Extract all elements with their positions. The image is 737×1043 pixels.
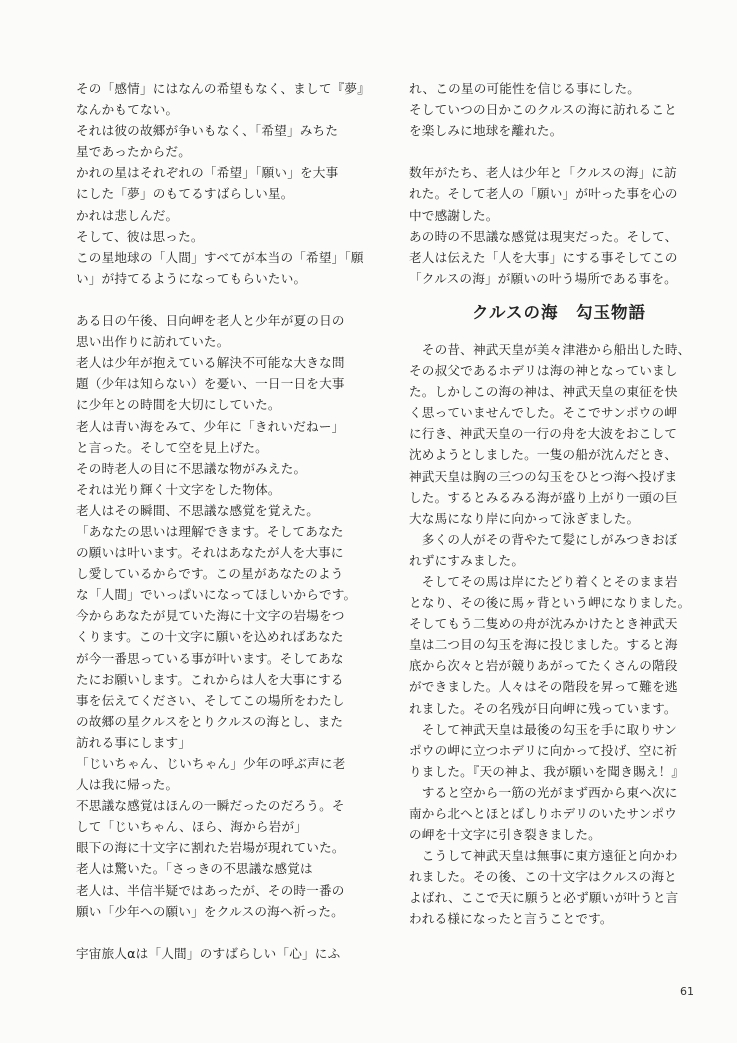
text-line: あの時の不思議な感覚は現実だった。そして、 [409,228,678,244]
text-line: と言った。そして空を見上げた。 [76,439,268,455]
text-line: 事を伝えてください、そしてこの場所をわたし [76,692,345,708]
text-line: この星地球の「人間」すべてが本当の「希望」「願 [76,249,364,265]
text-line: すると空から一筋の光がまず西から東へ次に [409,784,678,800]
text-line: 訪れる事にします」 [76,734,192,750]
text-line: 老人は、半信半疑ではあったが、その時一番の [76,882,345,898]
text-line: その昔、神武天皇が美々津港から船出した時、 [409,341,691,357]
text-line: ポウの岬に立つホデリに向かって投げ、空に祈 [409,742,678,758]
text-line: そしてもう二隻めの舟が沈みかけたとき神武天 [409,616,678,632]
text-line: 星であったからだ。 [76,144,192,160]
text-line: の岬を十文字に引き裂きました。 [409,827,601,843]
text-line: れました。その名残が日向岬に残っています。 [409,700,677,716]
text-line: 老人は青い海をみて、少年に「きれいだねー」 [76,418,345,434]
text-line: にした「夢」のもてるすばらしい星。 [76,186,294,202]
text-line: に少年との時間を大切にしていた。 [76,397,281,413]
paragraph-gap [409,141,709,162]
text-line: かれの星はそれぞれの「希望」「願い」を大事 [76,165,339,181]
text-line: した。するとみるみる海が盛り上がり一頭の巨 [409,489,678,505]
text-line: 中で感謝した。 [409,207,499,223]
text-line: 「あなたの思いは理解できます。そしてあなた [76,523,344,539]
text-line: 不思議な感覚はほんの一瞬だったのだろう。そ [76,798,345,814]
right-column-legend [409,339,709,930]
text-line: 宇宙旅人αは「人間」のすばらしい「心」にふ [76,945,341,961]
text-line: な「人間」でいっぱいになってほしいからです。 [76,587,357,603]
text-line: 大な馬になり岸に向かって泳ぎました。 [409,510,640,526]
text-line: そしてその馬は岸にたどり着くとそのまま岩 [409,573,678,589]
text-line: が今一番思っている事が叶います。そしてあな [76,650,344,666]
right-column [409,78,709,930]
text-line: 沈めようとしました。一隻の船が沈んだとき、 [409,447,678,463]
text-line: た。しかしこの海の神は、神武天皇の東征を快 [409,384,678,400]
text-line: 老人は驚いた。「さっきの不思議な感覚は [76,861,313,877]
text-line: の願いは叶います。それはあなたが人を大事に [76,545,344,561]
text-line: となり、その後に馬ヶ背という岬になりました。 [409,595,691,611]
text-line: を楽しみに地球を離れた。 [409,123,563,139]
text-line: 人は我に帰った。 [76,777,179,793]
text-line: その時老人の目に不思議な物がみえた。 [76,460,307,476]
text-line: 南から北へとほとばしりホデリのいたサンポウ [409,806,678,821]
text-line: 老人は伝えた「人を大事」にする事そしてこの [409,249,678,265]
text-line: その「感情」にはなんの希望もなく、まして『夢』 [76,81,371,96]
text-line: に行き、神武天皇の一行の舟を大波をおこして [409,426,678,442]
text-line: れました。その後、この十文字はクルスの海と [409,869,677,885]
text-line: なんかもてない。 [76,102,179,118]
text-line: 皇は二つ目の勾玉を海に投じました。すると海 [409,637,678,653]
left-column [76,78,376,964]
page-number: 61 [680,985,694,998]
section-title: クルスの海 勾玉物語 [471,302,646,322]
text-line: れた。そして老人の「願い」が叶った事を心の [409,186,678,202]
text-line: そしていつの日かこのクルスの海に訪れること [409,102,677,118]
text-line: こうして神武天皇は無事に東方遠征と向かわ [409,848,678,864]
text-line: 「じいちゃん、じいちゃん」少年の呼ぶ声に老 [76,756,346,771]
text-line: 願い「少年への願い」をクルスの海へ祈った。 [76,903,344,919]
text-line: 数年がたち、老人は少年と「クルスの海」に訪 [409,165,677,181]
text-line: れ、この星の可能性を信じる事にした。 [409,81,641,96]
text-line: 「クルスの海」が願いの叶う場所である事を。 [409,270,677,286]
text-line: 今からあなたが見ていた海に十文字の岩場をつ [76,608,345,624]
text-line: 底から次々と岩が競りあがってたくさんの階段 [409,658,678,674]
text-line: ある日の午後、日向岬を老人と少年が夏の日の [76,313,345,329]
text-line: 題（少年は知らない）を憂い、一日一日を大事 [76,376,345,392]
text-line: 神武天皇は胸の三つの勾玉をひとつ海へ投げま [409,468,678,484]
text-line: 老人はその瞬間、不思議な感覚を覚えた。 [76,502,320,518]
text-line: 思い出作りに訪れていた。 [76,334,230,350]
text-line: ができました。人々はその階段を昇って難を逃 [409,679,678,695]
text-line: われる様になったと言うことです。 [409,911,613,927]
text-line: そして、彼は思った。 [76,228,204,244]
text-line: それは光り輝く十文字をした物体。 [76,481,281,497]
text-line: の故郷の星クルスをとりクルスの海とし、また [76,713,344,729]
paragraph-gap [76,922,376,943]
text-line: 多くの人がその背やたて髪にしがみつきおぼ [409,531,678,547]
text-line: 老人は少年が抱えている解決不可能な大きな問 [76,355,345,371]
text-line: その叔父であるホデリは海の神となっていまし [409,363,678,379]
text-line: よばれ、ここで天に願うと必ず願いが叶うと言 [409,890,679,906]
text-line: し愛しているからです。この星があなたのよう [76,566,344,582]
paragraph-gap [76,289,376,310]
text-line: りました。『天の神よ、我が願いを聞き賜え！』 [409,763,685,779]
text-line: 眼下の海に十文字に割れた岩場が現れていた。 [76,840,345,856]
text-line: くります。この十文字に願いを込めればあなた [76,629,344,645]
text-line: して「じいちゃん、ほら、海から岩が」 [76,819,308,835]
text-line: そして神武天皇は最後の勾玉を手に取りサン [409,721,678,737]
text-line: かれは悲しんだ。 [76,207,179,223]
text-line: い」が持てるようになってもらいたい。 [76,270,307,286]
text-line: く思っていませんでした。そこでサンポウの岬 [409,405,678,421]
right-column-story-end [409,78,709,289]
text-line: たにお願いします。これからは人を大事にする [76,671,344,687]
text-line: れずにすみました。 [409,552,525,568]
text-line: それは彼の故郷が争いもなく、「希望」みちた [76,123,339,139]
